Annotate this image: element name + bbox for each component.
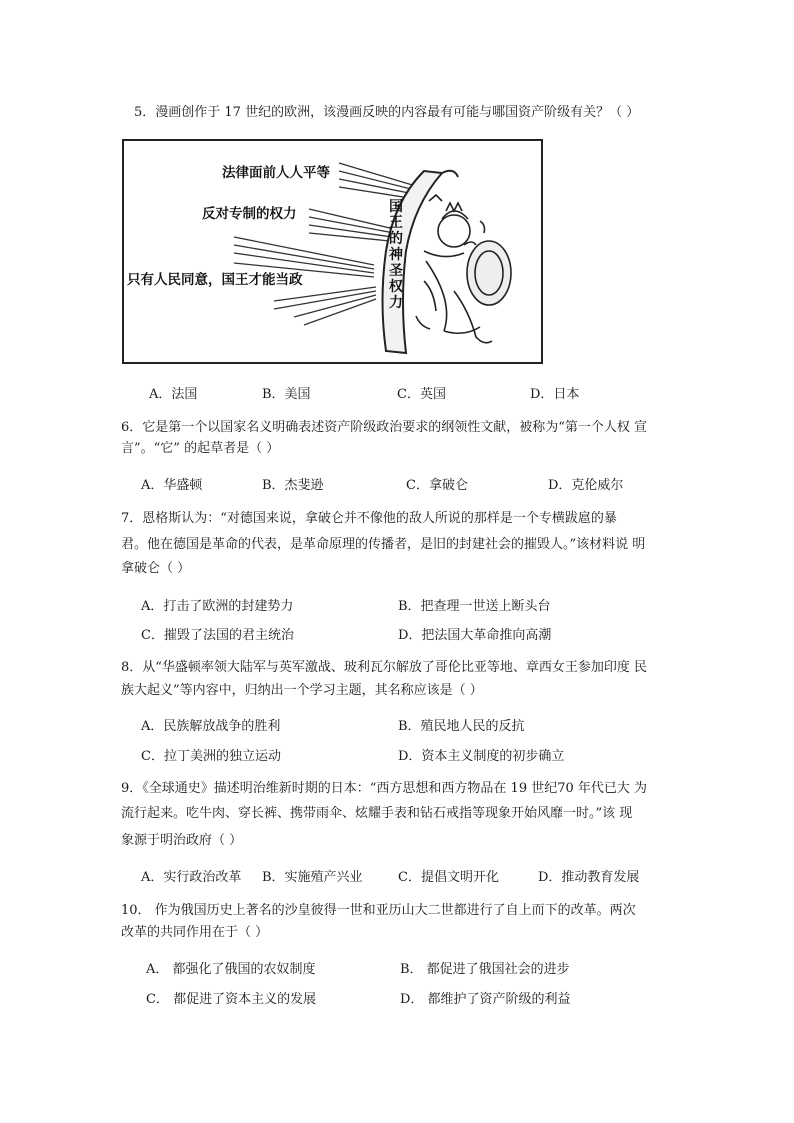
shield-char: 力 [389, 295, 403, 311]
q9-option-b[interactable]: B．实施殖产兴业 [262, 870, 363, 885]
shield-char: 的 [389, 231, 403, 247]
q7-option-a[interactable]: A．打击了欧洲的封建势力 [141, 599, 294, 614]
question-8-line2: 族大起义”等内容中，归纳出一个学习主题，其名称应该是（ ） [121, 683, 483, 698]
q6-option-a[interactable]: A．华盛顿 [141, 478, 203, 493]
q9-option-d[interactable]: D．推动教育发展 [538, 870, 640, 885]
shield-vertical-text [388, 199, 404, 311]
cartoon-drawing [124, 141, 541, 362]
question-5-stem: 5．漫画创作于 17 世纪的欧洲，该漫画反映的内容最有可能与哪国资产阶级有关？（ ） [134, 105, 640, 120]
q10-option-c[interactable]: C． 都促进了资本主义的发展 [146, 992, 317, 1007]
q9-option-a[interactable]: A．实行政治改革 [141, 870, 242, 885]
q10-option-b[interactable]: B． 都促进了俄国社会的进步 [400, 962, 570, 977]
q8-option-b[interactable]: B．殖民地人民的反抗 [398, 719, 525, 734]
question-9-line1: 9．《全球通史》描述明治维新时期的日本：“西方思想和西方物品在 19 世纪70 年代已大 为 [121, 781, 648, 796]
q10-option-d[interactable]: D． 都维护了资产阶级的利益 [400, 992, 571, 1007]
q5-option-c[interactable]: C．英国 [397, 387, 446, 402]
cartoon-label-consent: 只有人民同意，国王才能当政 [127, 272, 303, 288]
q7-option-c[interactable]: C．摧毁了法国的君主统治 [141, 628, 294, 643]
q8-option-d[interactable]: D．资本主义制度的初步确立 [398, 749, 565, 764]
shield-char: 权 [389, 279, 403, 295]
question-10-line1: 10． 作为俄国历史上著名的沙皇彼得一世和亚历山大二世都进行了自上而下的改革。两次 [121, 903, 636, 918]
q5-option-a[interactable]: A．法国 [149, 387, 198, 402]
cartoon-label-anti-autocracy: 反对专制的权力 [202, 206, 297, 222]
q10-option-a[interactable]: A． 都强化了俄国的农奴制度 [146, 962, 316, 977]
question-9-line2: 流行起来。吃牛肉、穿长裤、携带雨伞、炫耀手表和钻石戒指等现象开始风靡一时。”该 现 [121, 806, 633, 821]
question-6-line2: 言”。“它” 的起草者是（ ） [121, 441, 280, 456]
q7-option-b[interactable]: B．把查理一世送上断头台 [398, 599, 551, 614]
shield-char: 王 [389, 215, 403, 231]
q6-option-d[interactable]: D．克伦威尔 [548, 478, 624, 493]
question-7-line2: 君。他在德国是革命的代表，是革命原理的传播者，是旧的封建社会的摧毁人。”该材料说 明 [121, 537, 646, 552]
cartoon-label-equality: 法律面前人人平等 [222, 165, 330, 181]
q9-option-c[interactable]: C．提倡文明开化 [398, 870, 499, 885]
question-10-line2: 改革的共同作用在于（ ） [121, 925, 269, 940]
shield-char: 神 [389, 247, 403, 263]
question-6-line1: 6．它是第一个以国家名义明确表述资产阶级政治要求的纲领性文献，被称为“第一个人权 宣 [121, 420, 648, 435]
q8-option-c[interactable]: C．拉丁美洲的独立运动 [141, 749, 281, 764]
question-7-line1: 7．恩格斯认为：“对德国来说，拿破仑并不像他的敌人所说的那样是一个专横跋扈的暴 [121, 511, 617, 526]
q5-option-d[interactable]: D．日本 [530, 387, 580, 402]
shield-char: 圣 [389, 263, 403, 279]
question-8-line1: 8．从“华盛顿率领大陆军与英军激战、玻利瓦尔解放了哥伦比亚等地、章西女王参加印度 民 [121, 660, 648, 675]
question-9-line3: 象源于明治政府（ ） [121, 833, 243, 848]
q7-option-d[interactable]: D．把法国大革命推向高潮 [398, 628, 552, 643]
shield-char: 国 [389, 199, 403, 215]
question-7-line3: 拿破仑（ ） [121, 561, 191, 576]
q8-option-a[interactable]: A．民族解放战争的胜利 [141, 719, 281, 734]
cartoon-figure [122, 139, 543, 364]
q5-option-b[interactable]: B．美国 [262, 387, 311, 402]
q6-option-c[interactable]: C．拿破仑 [406, 478, 468, 493]
q6-option-b[interactable]: B．杰斐逊 [262, 478, 324, 493]
